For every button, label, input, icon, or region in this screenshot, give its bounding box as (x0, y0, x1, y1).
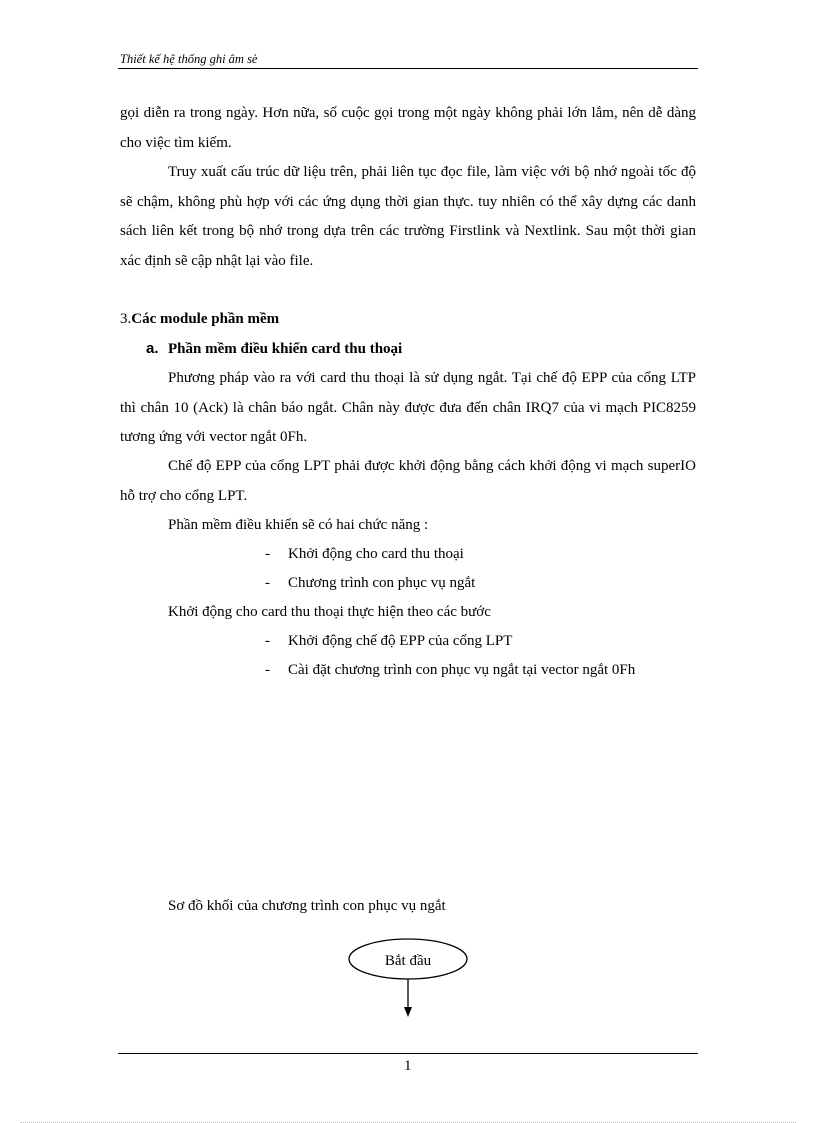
bullet-text: Khởi động cho card thu thoại (288, 546, 464, 562)
bullet-text: Chương trình con phục vụ ngắt (288, 575, 476, 591)
bullet-text: Khởi động chế độ EPP của cổng LPT (288, 633, 513, 649)
bullet-dash: - (265, 575, 270, 591)
bullet-dash: - (265, 546, 270, 562)
steps-intro: Khởi động cho card thu thoại thực hiện theo các bước (168, 604, 491, 620)
subsection-title: Phần mềm điều khiển card thu thoại (168, 341, 403, 357)
bullet-dash: - (265, 633, 270, 649)
subsection-paragraph-2: Chế độ EPP của cổng LPT phải được khởi động bằng cách khởi động vi mạch superIO hỗ trợ cho cổng LPT. (120, 458, 696, 504)
page-number: 1 (404, 1058, 412, 1074)
start-node-label: Bắt đầu (384, 953, 432, 969)
bullet-dash: - (265, 662, 270, 678)
footer-rule (118, 1053, 698, 1054)
header-rule (118, 68, 698, 69)
flow-arrow-head (404, 1007, 412, 1017)
subsection-marker: a. (146, 340, 159, 357)
bullet-text: Cài đặt chương trình con phục vụ ngắt tại vector ngắt 0Fh (288, 662, 636, 678)
section-number: 3. (120, 311, 132, 327)
diagram-caption: Sơ đồ khối của chương trình con phục vụ ngắt (168, 898, 446, 914)
section-title: Các module phần mềm (131, 311, 280, 327)
intro-paragraph-1: gọi diễn ra trong ngày. Hơn nữa, số cuộc gọi trong một ngày không phải lớn lắm, nên dễ dàng cho việc tìm kiếm. (120, 105, 696, 151)
page-header-title: Thiết kế hệ thống ghi âm sè (120, 52, 258, 66)
section-heading (120, 311, 279, 328)
functions-intro: Phần mềm điều khiển sẽ có hai chức năng : (168, 517, 429, 533)
subsection-paragraph-1: Phương pháp vào ra với card thu thoại là sử dụng ngắt. Tại chế độ EPP của cổng LTP thì chân 10 (Ack) là chân báo ngắt. Chân này được đưa đến chân IRQ7 của vi mạch PIC8259 tương ứng với vector ngắt 0Fh. (120, 370, 696, 445)
intro-paragraph-2: Truy xuất cấu trúc dữ liệu trên, phải liên tục đọc file, làm việc với bộ nhớ ngoài tốc độ sẽ chậm, không phù hợp với các ứng dụng thời gian thực. tuy nhiên có thể xây dựng các danh sách liên kết trong bộ nhớ trong dựa trên các trường Firstlink và Nextlink. Sau một thời gian xác định sẽ cập nhật lại vào file. (120, 164, 696, 269)
flowchart (340, 935, 480, 1025)
